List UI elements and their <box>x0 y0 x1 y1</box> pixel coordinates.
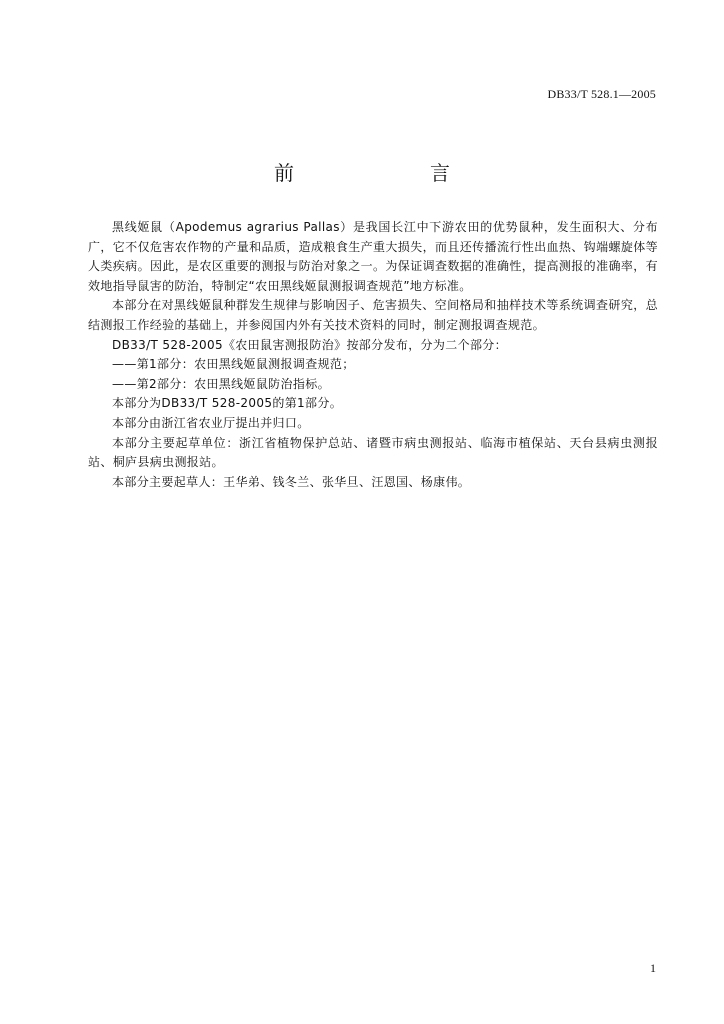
paragraph-parts: DB33/T 528-2005《农田鼠害测报防治》按部分发布，分为二个部分： <box>112 337 508 352</box>
paragraph-proposer: 本部分由浙江省农业厅提出并归口。 <box>112 415 310 430</box>
section-title: 前 言 <box>274 161 482 185</box>
paragraph-part-1: ——第1部分：农田黑线姬鼠测报调查规范； <box>112 357 355 372</box>
document-code: DB33/T 528.1—2005 <box>547 87 656 101</box>
paragraph-basis: 本部分在对黑线姬鼠种群发生规律与影响因子、危害损失、空间格局和抽样技术等系统调查研究，总结测报工作经验的基础上，并参阅国内外有关技术资料的同时，制定测报调查规范。 <box>88 298 658 332</box>
paragraph-part-2: ——第2部分：农田黑线姬鼠防治指标。 <box>112 376 330 391</box>
paragraph-drafting-units: 本部分主要起草单位：浙江省植物保护总站、诸暨市病虫测报站、临海市植保站、天台县病虫测报站、桐庐县病虫测报站。 <box>88 435 658 470</box>
paragraph-this-part: 本部分为DB33/T 528-2005的第1部分。 <box>112 396 343 411</box>
page-number: 1 <box>650 961 656 975</box>
paragraph-intro: 黑线姬鼠（Apodemus agrarius Pallas）是我国长江中下游农田的优势鼠种，发生面积大、分布广，它不仅危害农作物的产量和品质，造成粮食生产重大损失，而且还传播流行性出血热、钩端螺旋体等人类疾病。因此，是农区重要的测报与防治对象之一。为保证调查数据的准确性，提高测报的准确率，有效地指导鼠害的防治，特制定“农田黑线姬鼠测报调查规范”地方标准。 <box>88 220 658 293</box>
document-body <box>88 218 658 492</box>
paragraph-drafters: 本部分主要起草人：王华弟、钱冬兰、张华旦、汪恩国、杨康伟。 <box>112 474 471 489</box>
